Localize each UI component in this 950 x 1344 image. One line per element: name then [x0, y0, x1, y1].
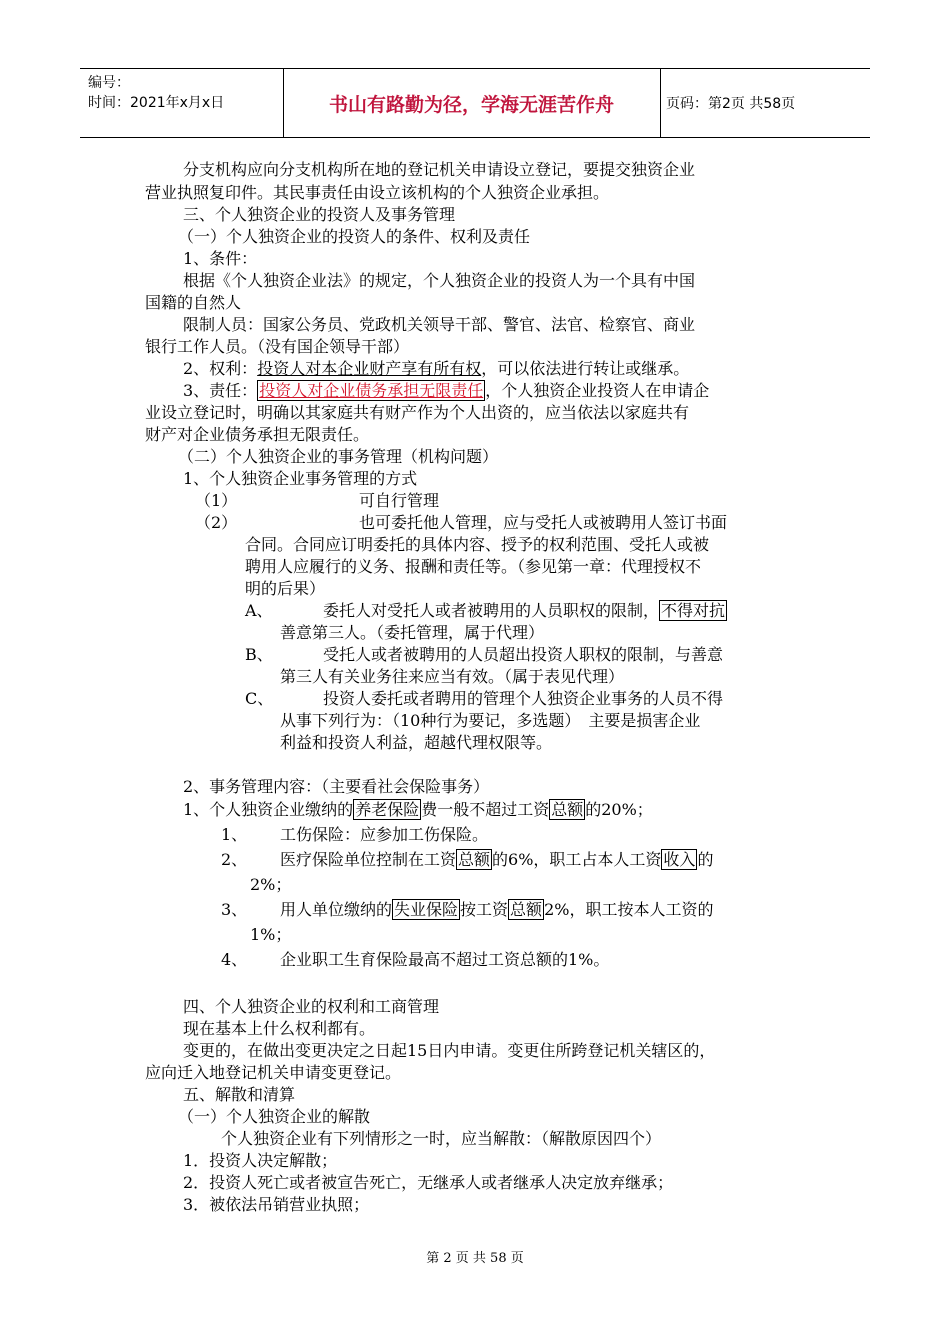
text-line: 分支机构应向分支机构所在地的登记机关申请设立登记，要提交独资企业	[183, 160, 696, 179]
list-marker: （2）	[195, 513, 238, 532]
text-line: 聘用人应履行的义务、报酬和责任等。（参见第一章：代理授权不	[245, 557, 702, 576]
list-marker: 2、	[221, 850, 248, 869]
text-line: 1、个人独资企业事务管理的方式	[183, 469, 418, 488]
subsection-heading: （二）个人独资企业的事务管理（机构问题）	[178, 447, 499, 466]
text-line	[323, 601, 727, 621]
list-marker: 4、	[221, 950, 248, 969]
text-line	[280, 900, 713, 920]
text-run: 委托人对受托人或者被聘用的人员职权的限制，	[323, 601, 660, 620]
text-line: 投资人委托或者聘用的管理个人独资企业事务的人员不得	[323, 689, 724, 708]
text-run: 医疗保险单位控制在工资	[280, 850, 457, 869]
page-footer: 第 2 页 共 58 页	[426, 1251, 524, 1266]
text-line: 明的后果）	[245, 579, 326, 598]
text-line: 应向迁入地登记机关申请变更登记。	[145, 1063, 402, 1082]
header-number: 编号：	[88, 75, 130, 91]
list-marker: 1、	[221, 825, 248, 844]
list-item: 1．投资人决定解散；	[183, 1151, 338, 1170]
text-line	[280, 850, 713, 870]
list-marker: A、	[245, 601, 273, 620]
text-line: 财产对企业债务承担无限责任。	[145, 425, 370, 444]
text-line: 第三人有关业务往来应当有效。（属于表见代理）	[280, 667, 625, 686]
list-item: 2．投资人死亡或者被宣告死亡，无继承人或者继承人决定放弃继承；	[183, 1173, 674, 1192]
text-line: 业设立登记时，明确以其家庭共有财产作为个人出资的，应当依法以家庭共有	[145, 403, 690, 422]
text-line: 合同。合同应订明委托的具体内容、授予的权利范围、受托人或被	[245, 535, 710, 554]
subsection-heading: （一）个人独资企业的解散	[178, 1107, 371, 1126]
text-line: 善意第三人。（委托管理，属于代理）	[280, 623, 545, 642]
header-meta	[88, 73, 224, 113]
text-run: 的20%；	[585, 800, 653, 819]
text-line: 2、事务管理内容：（主要看社会保险事务）	[183, 777, 490, 796]
text-line: 可自行管理	[359, 491, 440, 510]
text-run: 2、权利：	[183, 359, 258, 378]
text-line: 限制人员：国家公务员、党政机关领导干部、警官、法官、检察官、商业	[183, 315, 696, 334]
text-line: 从事下列行为：（10种行为要记，多选题） 主要是损害企业	[280, 711, 701, 730]
text-line: 受托人或者被聘用的人员超出投资人职权的限制，与善意	[323, 645, 724, 664]
boxed-term: 失业保险	[394, 900, 459, 919]
text-line	[183, 381, 709, 401]
text-run: 费一般不超过工资	[421, 800, 550, 819]
text-run: 的6%，职工占本人工资	[492, 850, 662, 869]
text-line: 国籍的自然人	[145, 293, 242, 312]
text-line: 利益和投资人利益，超越代理权限等。	[280, 733, 553, 752]
text-run: 3、责任：	[183, 381, 258, 400]
list-marker: B、	[245, 645, 273, 664]
list-marker: （1）	[195, 491, 238, 510]
text-line	[183, 800, 653, 820]
text-line: 2%；	[250, 875, 292, 894]
boxed-term: 总额	[458, 850, 491, 869]
text-run: ，可以依法进行转让或继承。	[481, 359, 690, 378]
text-line: 现在基本上什么权利都有。	[183, 1019, 376, 1038]
text-line: 个人独资企业有下列情形之一时，应当解散：（解散原因四个）	[221, 1129, 662, 1148]
list-item: 3．被依法吊销营业执照；	[183, 1195, 370, 1214]
header-divider	[660, 69, 661, 137]
subsection-heading: （一）个人独资企业的投资人的条件、权利及责任	[178, 227, 531, 246]
section-heading: 五、解散和清算	[183, 1085, 296, 1104]
underlined-text: 投资人对本企业财产享有所有权	[257, 359, 482, 378]
list-marker: C、	[245, 689, 274, 708]
text-line	[183, 359, 689, 379]
text-line: 1、条件：	[183, 249, 258, 268]
text-line: 变更的，在做出变更决定之日起15日内申请。变更住所跨登记机关辖区的，	[183, 1041, 716, 1060]
text-line: 也可委托他人管理，应与受托人或被聘用人签订书面	[359, 513, 728, 532]
boxed-term: 不得对抗	[661, 601, 726, 620]
header-motto: 书山有路勤为径，学海无涯苦作舟	[328, 93, 614, 116]
text-line: 1%；	[250, 925, 292, 944]
text-run: 用人单位缴纳的	[280, 900, 393, 919]
text-run: 的	[697, 850, 714, 869]
section-heading: 三、个人独资企业的投资人及事务管理	[183, 205, 456, 224]
boxed-term: 养老保险	[355, 800, 420, 819]
boxed-term: 总额	[551, 800, 584, 819]
page-header	[80, 68, 870, 138]
text-run: ，个人独资企业投资人在申请企	[485, 381, 710, 400]
header-time: 时间：2021年x月x日	[88, 95, 225, 111]
text-run: 1、个人独资企业缴纳的	[183, 800, 354, 819]
section-heading: 四、个人独资企业的权利和工商管理	[183, 997, 440, 1016]
text-line: 银行工作人员。（没有国企领导干部）	[145, 337, 410, 356]
text-line: 工伤保险：应参加工伤保险。	[280, 825, 489, 844]
text-line: 企业职工生育保险最高不超过工资总额的1%。	[280, 950, 610, 969]
text-run: 按工资	[460, 900, 509, 919]
text-line: 根据《个人独资企业法》的规定，个人独资企业的投资人为一个具有中国	[183, 271, 696, 290]
list-marker: 3、	[221, 900, 248, 919]
text-line: 营业执照复印件。其民事责任由设立该机构的个人独资企业承担。	[145, 183, 610, 202]
boxed-term: 总额	[510, 900, 543, 919]
header-page-code: 页码：第2页 共58页	[666, 96, 796, 112]
text-run: 2%，职工按本人工资的	[544, 900, 714, 919]
highlighted-red-box: 投资人对企业债务承担无限责任	[259, 381, 484, 400]
boxed-term: 收入	[663, 850, 696, 869]
